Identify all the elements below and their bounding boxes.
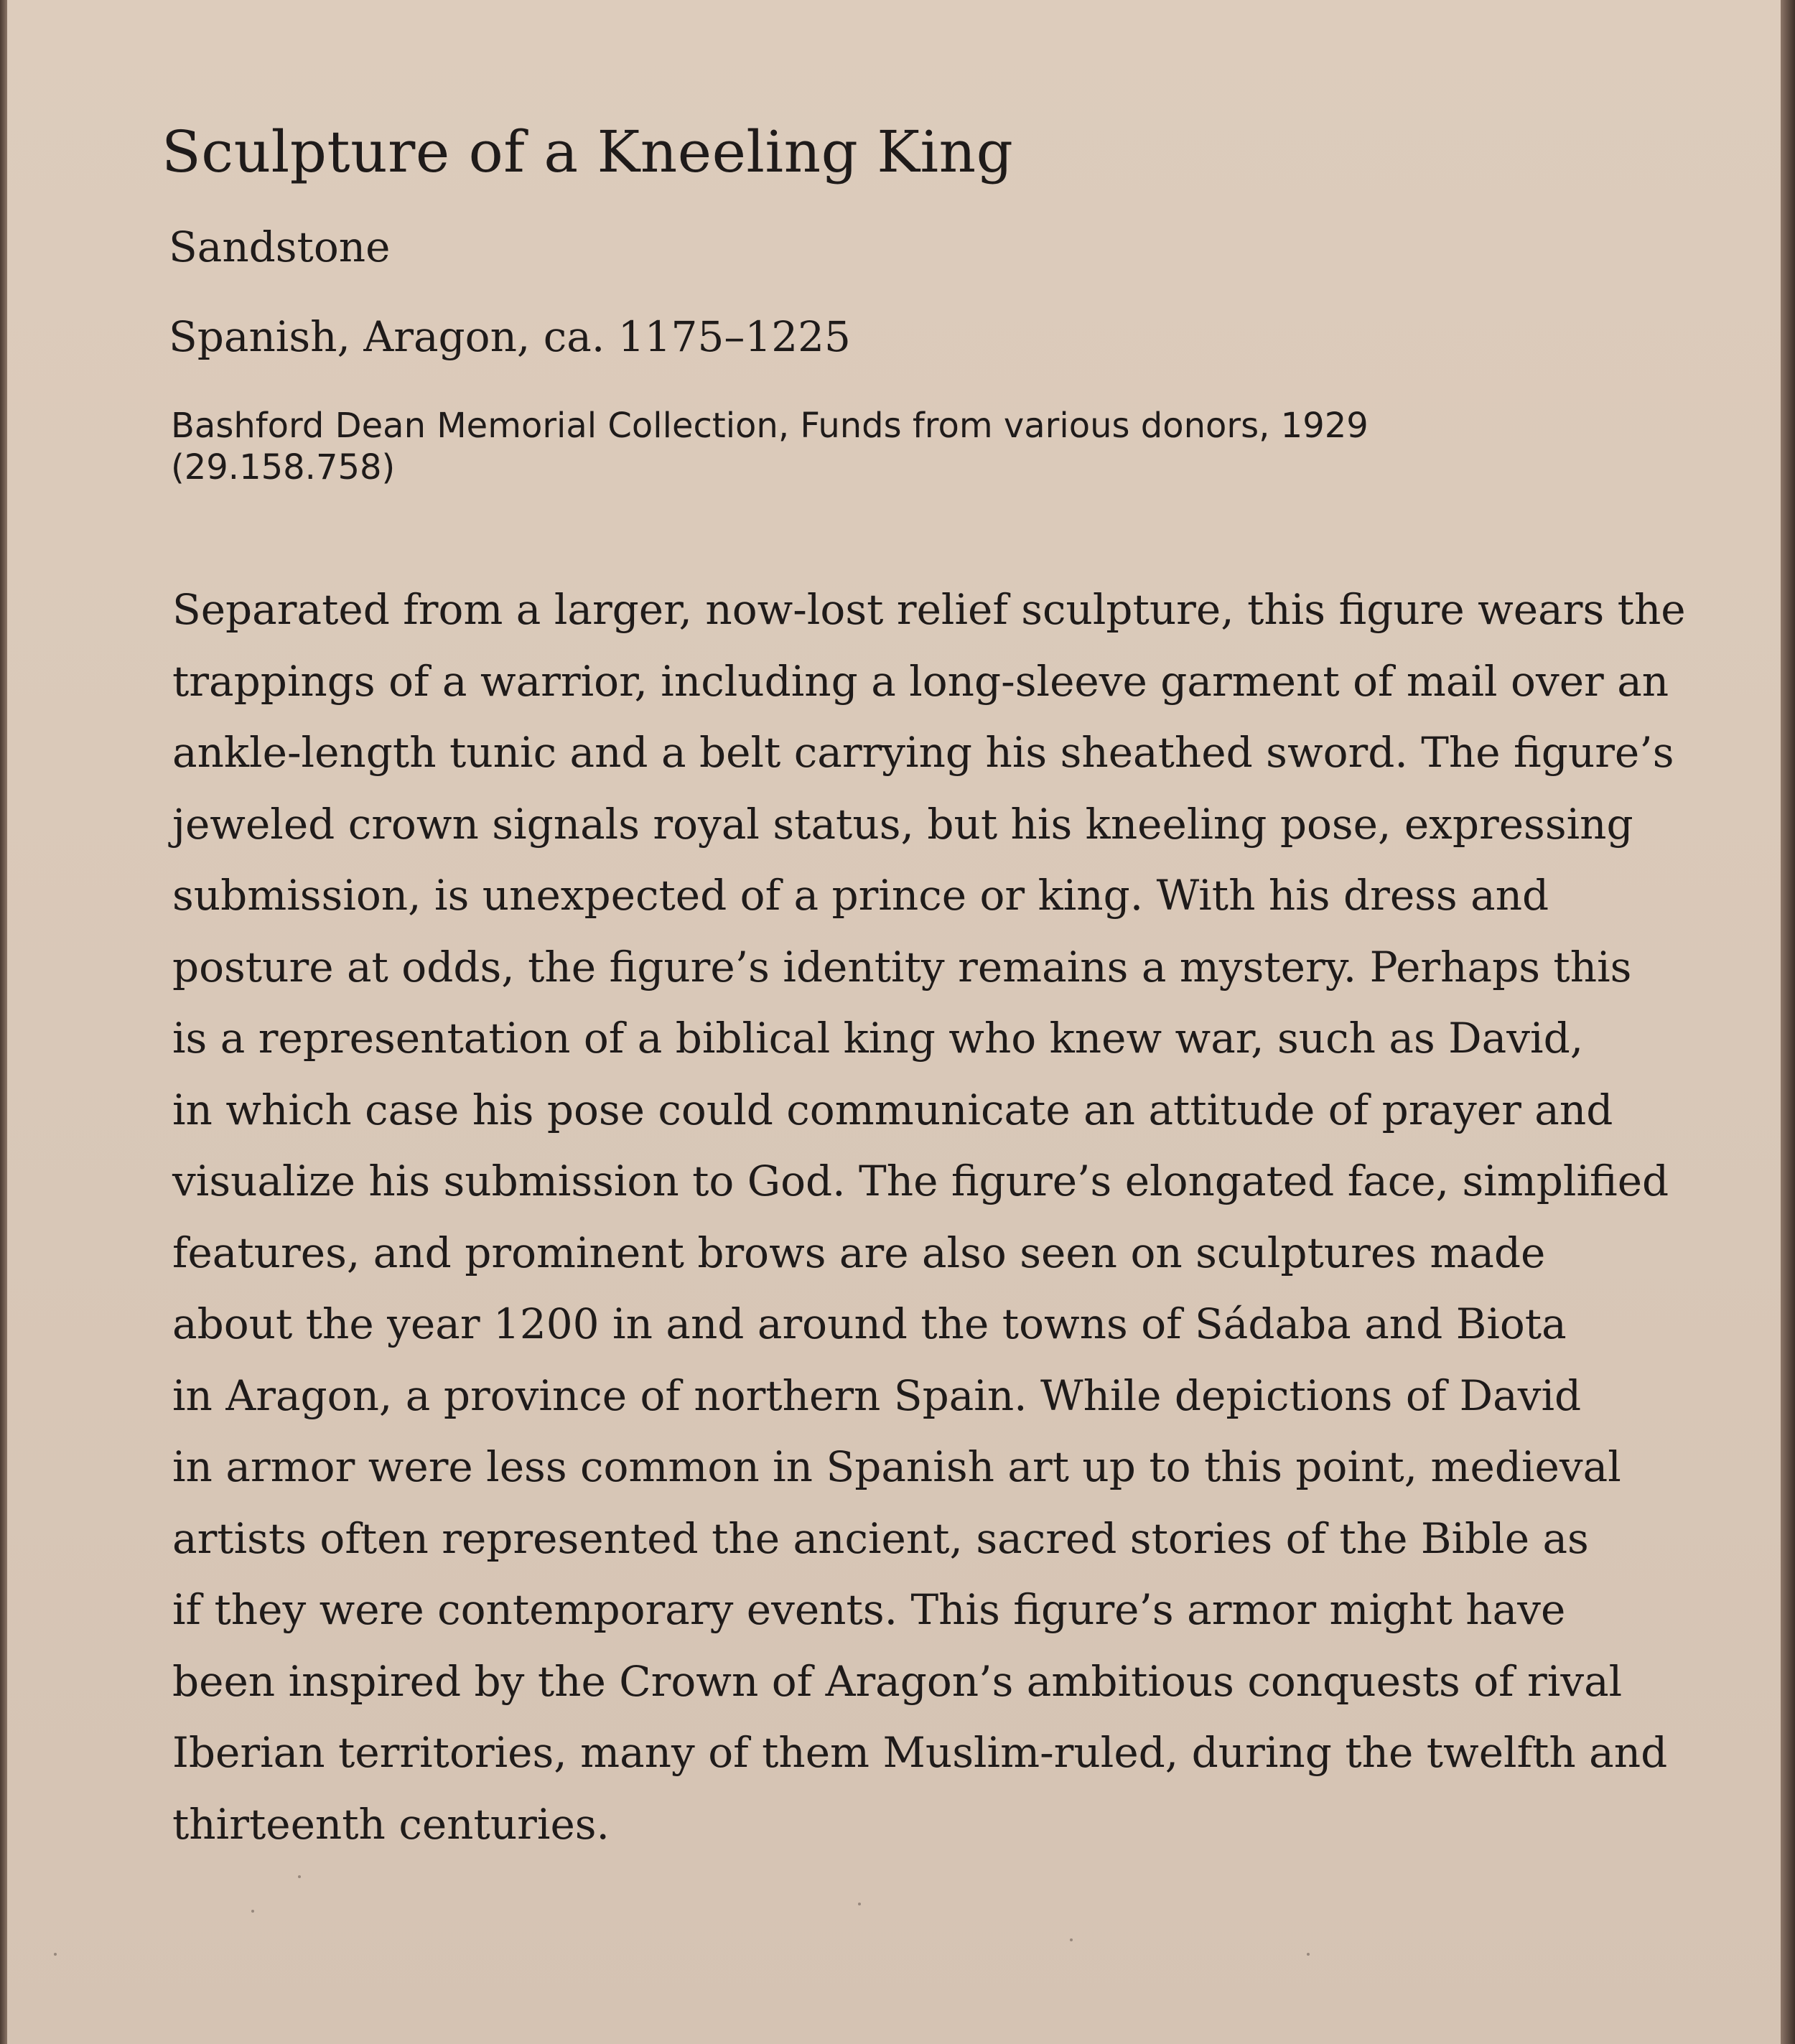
surface-speck [298,1875,301,1878]
card-left-edge [0,0,7,2044]
credit-line-block [171,406,1369,488]
card-right-edge [1781,0,1795,2044]
description-line: visualize his submission to God. The figure’s elongated face, simplified [172,1157,1669,1205]
surface-speck [1307,1953,1310,1956]
description-line: Separated from a larger, now-lost relief sculpture, this figure wears the [172,585,1686,634]
description-line: trappings of a warrior, including a long-sleeve garment of mail over an [172,656,1669,706]
artwork-material: Sandstone [169,223,391,271]
description-line: features, and prominent brows are also seen on sculptures made [172,1228,1546,1277]
surface-speck [251,1910,254,1913]
description-line: ankle-length tunic and a belt carrying his sheathed sword. The figure’s [172,728,1674,777]
surface-speck [1070,1938,1073,1941]
description-text [172,574,1709,1860]
artwork-origin-date: Spanish, Aragon, ca. 1175–1225 [169,312,851,361]
description-line: jeweled crown signals royal status, but his kneeling pose, expressing [172,799,1633,849]
surface-speck [858,1903,861,1905]
description-line: in Aragon, a province of northern Spain. While depictions of David [172,1371,1582,1420]
description-line: if they were contemporary events. This figure’s armor might have [172,1585,1566,1634]
surface-speck [54,1953,57,1956]
description-line: is a representation of a biblical king who knew war, such as David, [172,1014,1584,1063]
description-line: about the year 1200 in and around the towns of Sádaba and Biota [172,1299,1567,1348]
credit-line: Bashford Dean Memorial Collection, Funds from various donors, 1929 [171,406,1369,446]
description-line: Iberian territories, many of them Muslim-ruled, during the twelfth and [172,1728,1668,1777]
accession-number: (29.158.758) [171,447,396,487]
artwork-title: Sculpture of a Kneeling King [162,118,1014,185]
description-line: submission, is unexpected of a prince or king. With his dress and [172,871,1549,920]
description-line: been inspired by the Crown of Aragon’s ambitious conquests of rival [172,1656,1623,1706]
description-line: thirteenth centuries. [172,1799,610,1849]
description-line: in armor were less common in Spanish art up to this point, medieval [172,1442,1621,1491]
description-line: posture at odds, the figure’s identity remains a mystery. Perhaps this [172,942,1632,991]
description-line: artists often represented the ancient, sacred stories of the Bible as [172,1513,1589,1563]
museum-label-card [7,0,1781,2044]
description-line: in which case his pose could communicate an attitude of prayer and [172,1085,1613,1134]
